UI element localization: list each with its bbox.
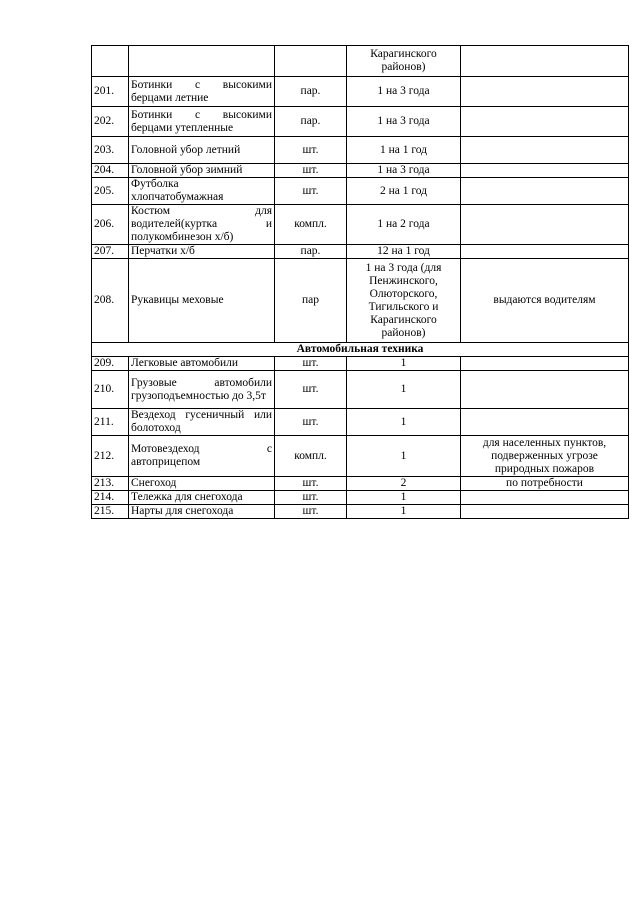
cell-name: Костюм для водителей(куртка и полукомбинезон х/б) bbox=[129, 205, 275, 245]
cell-num: 203. bbox=[92, 137, 129, 164]
cell-name: Нарты для снегохода bbox=[129, 505, 275, 519]
cell-name: Вездеход гусеничный или болотоход bbox=[129, 409, 275, 436]
cell-note bbox=[461, 245, 629, 259]
cell-norm: 2 bbox=[347, 477, 461, 491]
cell-norm: 1 на 3 года bbox=[347, 77, 461, 107]
cell-num: 201. bbox=[92, 77, 129, 107]
cell-name bbox=[129, 46, 275, 77]
table-row bbox=[92, 164, 629, 178]
cell-num: 211. bbox=[92, 409, 129, 436]
table-body bbox=[92, 46, 629, 519]
cell-unit: шт. bbox=[275, 178, 347, 205]
cell-name: Ботинки с высокими берцами летние bbox=[129, 77, 275, 107]
table-row bbox=[92, 137, 629, 164]
cell-unit: компл. bbox=[275, 436, 347, 477]
cell-note bbox=[461, 409, 629, 436]
cell-unit: компл. bbox=[275, 205, 347, 245]
cell-num bbox=[92, 46, 129, 77]
equipment-norms-table bbox=[91, 45, 629, 519]
cell-note bbox=[461, 107, 629, 137]
cell-name: Ботинки с высокими берцами утепленные bbox=[129, 107, 275, 137]
table-row bbox=[92, 259, 629, 343]
cell-num: 202. bbox=[92, 107, 129, 137]
cell-name: Снегоход bbox=[129, 477, 275, 491]
cell-norm: 1 на 1 год bbox=[347, 137, 461, 164]
cell-unit: шт. bbox=[275, 164, 347, 178]
table-row bbox=[92, 491, 629, 505]
section-title: Автомобильная техника bbox=[92, 343, 629, 357]
cell-unit: шт. bbox=[275, 357, 347, 371]
cell-name: Футболка хлопчатобумажная bbox=[129, 178, 275, 205]
table-row bbox=[92, 477, 629, 491]
continuation-row bbox=[92, 46, 629, 77]
cell-num: 206. bbox=[92, 205, 129, 245]
cell-norm: 1 bbox=[347, 409, 461, 436]
cell-num: 207. bbox=[92, 245, 129, 259]
cell-unit bbox=[275, 46, 347, 77]
table-row bbox=[92, 77, 629, 107]
cell-norm: 1 bbox=[347, 505, 461, 519]
cell-name: Головной убор летний bbox=[129, 137, 275, 164]
cell-note bbox=[461, 137, 629, 164]
table-row bbox=[92, 357, 629, 371]
cell-norm: Карагинского районов) bbox=[347, 46, 461, 77]
section-header-row bbox=[92, 343, 629, 357]
cell-name: Головной убор зимний bbox=[129, 164, 275, 178]
table-row bbox=[92, 205, 629, 245]
cell-norm: 12 на 1 год bbox=[347, 245, 461, 259]
cell-unit: шт. bbox=[275, 371, 347, 409]
cell-note bbox=[461, 164, 629, 178]
cell-unit: шт. bbox=[275, 505, 347, 519]
cell-note: по потребности bbox=[461, 477, 629, 491]
cell-norm: 1 bbox=[347, 436, 461, 477]
cell-unit: пар. bbox=[275, 245, 347, 259]
cell-note bbox=[461, 357, 629, 371]
cell-note bbox=[461, 371, 629, 409]
cell-num: 204. bbox=[92, 164, 129, 178]
cell-note bbox=[461, 491, 629, 505]
table-row bbox=[92, 371, 629, 409]
cell-num: 208. bbox=[92, 259, 129, 343]
cell-norm: 1 bbox=[347, 371, 461, 409]
cell-norm: 1 на 3 года bbox=[347, 164, 461, 178]
cell-note bbox=[461, 505, 629, 519]
cell-note: для населенных пунктов, подверженных угрозе природных пожаров bbox=[461, 436, 629, 477]
cell-unit: шт. bbox=[275, 137, 347, 164]
cell-note bbox=[461, 46, 629, 77]
cell-num: 215. bbox=[92, 505, 129, 519]
cell-name: Грузовые автомобили грузоподъемностью до 3,5т bbox=[129, 371, 275, 409]
cell-note bbox=[461, 77, 629, 107]
cell-num: 209. bbox=[92, 357, 129, 371]
cell-note: выдаются водителям bbox=[461, 259, 629, 343]
cell-note bbox=[461, 178, 629, 205]
cell-num: 210. bbox=[92, 371, 129, 409]
table-row bbox=[92, 245, 629, 259]
cell-num: 212. bbox=[92, 436, 129, 477]
cell-num: 213. bbox=[92, 477, 129, 491]
cell-norm: 1 на 3 года bbox=[347, 107, 461, 137]
table-row bbox=[92, 178, 629, 205]
cell-num: 205. bbox=[92, 178, 129, 205]
table-row bbox=[92, 505, 629, 519]
cell-norm: 1 на 2 года bbox=[347, 205, 461, 245]
cell-unit: пар. bbox=[275, 77, 347, 107]
cell-num: 214. bbox=[92, 491, 129, 505]
table-row bbox=[92, 409, 629, 436]
cell-norm: 1 на 3 года (для Пенжинского, Олюторского, Тигильского и Карагинского районов) bbox=[347, 259, 461, 343]
cell-unit: пар. bbox=[275, 107, 347, 137]
cell-name: Рукавицы меховые bbox=[129, 259, 275, 343]
cell-unit: шт. bbox=[275, 491, 347, 505]
cell-name: Перчатки х/б bbox=[129, 245, 275, 259]
cell-name: Мотовездеход с автоприцепом bbox=[129, 436, 275, 477]
cell-norm: 1 bbox=[347, 357, 461, 371]
table-row bbox=[92, 436, 629, 477]
cell-name: Легковые автомобили bbox=[129, 357, 275, 371]
cell-norm: 1 bbox=[347, 491, 461, 505]
cell-note bbox=[461, 205, 629, 245]
cell-unit: пар bbox=[275, 259, 347, 343]
table-row bbox=[92, 107, 629, 137]
cell-unit: шт. bbox=[275, 409, 347, 436]
cell-unit: шт. bbox=[275, 477, 347, 491]
cell-name: Тележка для снегохода bbox=[129, 491, 275, 505]
cell-norm: 2 на 1 год bbox=[347, 178, 461, 205]
